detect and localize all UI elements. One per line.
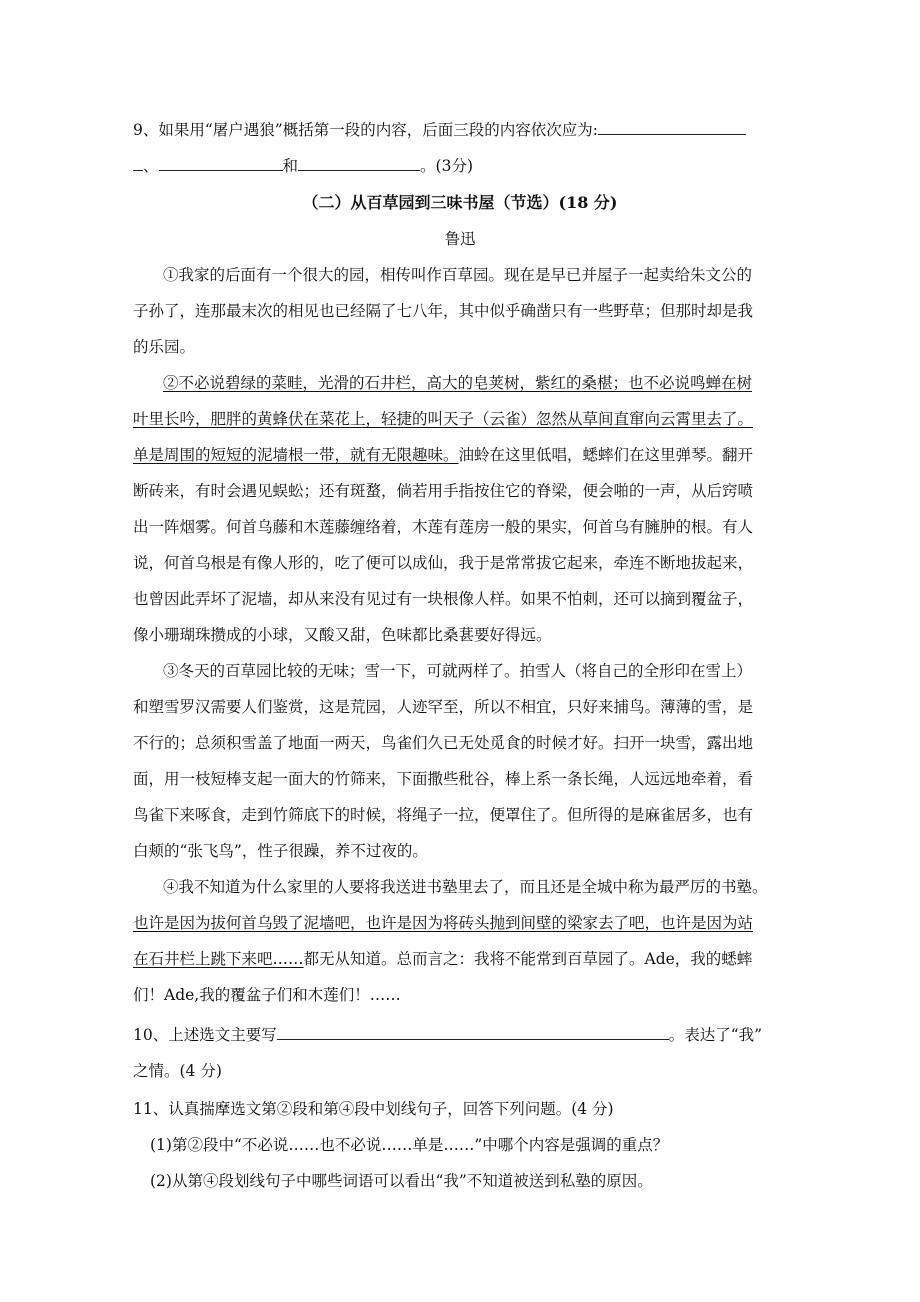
p2-line-4: 断砖来，有时会遇见蜈蚣；还有斑蝥，倘若用手指按住它的脊梁，便会啪的一声，从后窍喷 (133, 482, 754, 500)
separator: 、 (143, 157, 159, 175)
p4-line-1: ④我不知道为什么家里的人要将我送进书塾里去了，而且还是全城中称为最严厉的书塾。 (163, 878, 768, 896)
question-10-post: 。表达了“我” (668, 1026, 763, 1044)
question-9-stem: 9、如果用“屠户遇狼”概括第一段的内容，后面三段的内容依次应为: (133, 121, 598, 139)
p2-line-7: 也曾因此弄坏了泥墙，却从来没有见过有一块根像人样。如果不怕刺，还可以摘到覆盆子， (133, 590, 754, 608)
p4-line-3-tail: 都无从知道。总而言之：我将不能常到百草园了。Ade，我的蟋蟀 (303, 950, 753, 968)
answer-blank-q10[interactable] (277, 1025, 669, 1040)
answer-blank-1[interactable] (598, 120, 746, 135)
p1-line-3: 的乐园。 (133, 338, 196, 356)
p2-underlined-2: 叶里长吟，肥胖的黄蜂伏在菜花上，轻捷的叫天子（云雀）忽然从草间直窜向云霄里去了。 (133, 410, 754, 428)
p2-line-8: 像小珊瑚珠攒成的小球，又酸又甜，色味都比桑葚要好得远。 (133, 626, 552, 644)
p3-line-4: 面，用一枝短棒支起一面大的竹筛来，下面撒些秕谷，棒上系一条长绳，人远远地牵着，看 (133, 770, 754, 788)
p4-underlined-3: 在石井栏上跳下来吧…… (133, 950, 304, 968)
p4-line-4: 们！Ade,我的覆盆子们和木莲们！…… (133, 986, 401, 1004)
question-11-stem: 11、认真揣摩选文第②段和第④段中划线句子，回答下列问题。(4 分) (133, 1100, 614, 1118)
author-name: 鲁迅 (444, 230, 476, 248)
p1-line-1: ①我家的后面有一个很大的园，相传叫作百草园。现在是早已并屋子一起卖给朱文公的 (163, 266, 753, 284)
p3-line-1: ③冬天的百草园比较的无味；雪一下，可就两样了。拍雪人（将自己的全形印在雪上） (163, 662, 753, 680)
question-9-line2 (133, 156, 793, 176)
answer-blank-3[interactable] (298, 156, 420, 171)
question-9-line1 (133, 120, 793, 140)
score-note: 。(3分) (420, 157, 473, 175)
section-title: （二）从百草园到三味书屋（节选）(18 分) (302, 193, 618, 212)
question-11-sub-1: (1)第②段中“不必说……也不必说……单是……”中哪个内容是强调的重点？ (150, 1136, 669, 1154)
question-10-line1 (133, 1025, 793, 1045)
question-11-sub-2: (2)从第④段划线句子中哪些词语可以看出“我”不知道被送到私塾的原因。 (150, 1172, 653, 1190)
question-10-stem: 10、上述选文主要写 (133, 1026, 277, 1044)
p2-line-6: 说，何首乌根是有像人形的，吃了便可以成仙，我于是常常拔它起来，牵连不断地拔起来， (133, 554, 754, 572)
p2-underlined-3: 单是周围的短短的泥墙根一带，就有无限趣味。 (133, 446, 459, 464)
p3-line-5: 鸟雀下来啄食，走到竹筛底下的时候，将绳子一拉，便罩住了。但所得的是麻雀居多，也有 (133, 806, 754, 824)
answer-blank-1-cont[interactable] (133, 156, 143, 171)
question-10-line2: 之情。(4 分) (133, 1062, 222, 1080)
p2-underlined-1: ②不必说碧绿的菜畦，光滑的石井栏，高大的皂荚树，紫红的桑椹；也不必说鸣蝉在树 (163, 374, 753, 392)
p2-line-3 (133, 445, 793, 465)
answer-blank-2[interactable] (159, 156, 283, 171)
and-word: 和 (282, 157, 299, 175)
p3-line-6: 白颊的“张飞鸟”，性子很躁，养不过夜的。 (133, 842, 428, 860)
p2-line-3-tail: 油蛉在这里低唱，蟋蟀们在这里弹琴。翻开 (458, 446, 754, 464)
p2-line-5: 出一阵烟雾。何首乌藤和木莲藤缠络着，木莲有莲房一般的果实，何首乌有臃肿的根。有人 (133, 518, 754, 536)
p3-line-2: 和塑雪罗汉需要人们鉴赏，这是荒园，人迹罕至，所以不相宜，只好来捕鸟。薄薄的雪，是 (133, 698, 754, 716)
p4-line-3 (133, 949, 793, 969)
p1-line-2: 子孙了，连那最末次的相见也已经隔了七八年，其中似乎确凿只有一些野草；但那时却是我 (133, 302, 754, 320)
p3-line-3: 不行的；总须积雪盖了地面一两天，鸟雀们久已无处觅食的时候才好。扫开一块雪，露出地 (133, 734, 754, 752)
p4-underlined-2: 也许是因为拔何首乌毁了泥墙吧，也许是因为将砖头抛到间壁的梁家去了吧，也许是因为站 (133, 914, 754, 932)
